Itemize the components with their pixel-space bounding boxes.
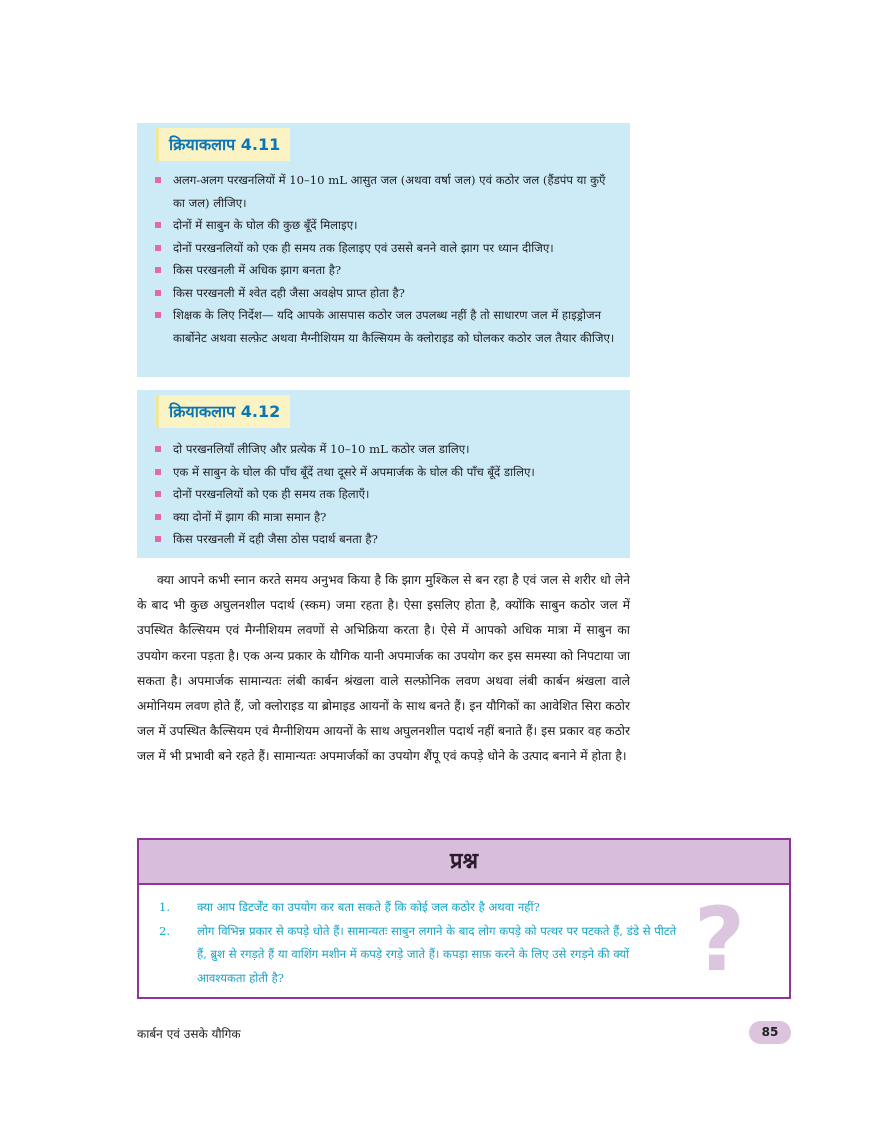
question-text: लोग विभिन्न प्रकार से कपड़े धोते हैं। सामान्यतः साबुन लगाने के बाद लोग कपड़े को पत्थर पर पटकते हैं, डंडे से पीटते हैं, ब्रुश से रगड़ते हैं या वाशिंग मशीन में कपड़े रगड़े जाते हैं। कपड़ा साफ़ करने के लिए उसे रगड़ने की क्यों आवश्यकता होती है? xyxy=(197,923,677,985)
question-number: 1. xyxy=(159,900,171,914)
activity-step xyxy=(155,259,616,282)
square-bullet-icon xyxy=(155,446,161,452)
square-bullet-icon xyxy=(155,222,161,228)
square-bullet-icon xyxy=(155,491,161,497)
square-bullet-icon xyxy=(155,245,161,251)
activity-step-text: दो परखनलियाँ लीजिए और प्रत्येक में 10–10 mL कठोर जल डालिए। xyxy=(173,442,470,456)
activity-step xyxy=(155,282,616,305)
activity-step xyxy=(155,528,616,551)
square-bullet-icon xyxy=(155,469,161,475)
question-mark-icon: ? xyxy=(693,888,745,991)
square-bullet-icon xyxy=(155,536,161,542)
square-bullet-icon xyxy=(155,290,161,296)
square-bullet-icon xyxy=(155,312,161,318)
activity-step-text: किस परखनली में दही जैसा ठोस पदार्थ बनता है? xyxy=(173,532,378,546)
activity-step xyxy=(155,169,616,214)
activity-step xyxy=(155,506,616,529)
activity-step xyxy=(155,438,616,461)
activity-step-text: अलग-अलग परखनलियों में 10–10 mL आसुत जल (अथवा वर्षा जल) एवं कठोर जल (हैंडपंप या कुएँ का जल) लीजिए। xyxy=(173,173,606,210)
question-text: क्या आप डिटर्जेंट का उपयोग कर बता सकते हैं कि कोई जल कठोर है अथवा नहीं? xyxy=(197,900,540,914)
question-list xyxy=(159,896,679,990)
activity-step-text: क्या दोनों में झाग की मात्रा समान है? xyxy=(173,509,327,524)
question-item xyxy=(159,920,679,991)
activity-steps xyxy=(155,169,616,349)
activity-step-text: दोनों परखनलियों को एक ही समय तक हिलाइए एवं उससे बनने वाले झाग पर ध्यान दीजिए। xyxy=(173,240,554,255)
activity-box-4-11 xyxy=(137,123,630,377)
activity-steps xyxy=(155,438,616,551)
activity-step-text: शिक्षक के लिए निर्देश— यदि आपके आसपास कठोर जल उपलब्ध नहीं है तो साधारण जल में हाइड्रोजन कार्बोनेट अथवा सल्फ़ेट अथवा मैग्नीशियम या कैल्सियम के क्लोराइड को घोलकर कठोर जल तैयार कीजिए। xyxy=(173,308,615,345)
activity-step xyxy=(155,461,616,484)
activity-step-text: किस परखनली में श्वेत दही जैसा अवक्षेप प्राप्त होता है? xyxy=(173,285,405,300)
activity-step xyxy=(155,483,616,506)
activity-title: क्रियाकलाप 4.11 xyxy=(156,128,290,161)
square-bullet-icon xyxy=(155,177,161,183)
page-number-badge: 85 xyxy=(749,1021,791,1044)
activity-step-text: एक में साबुन के घोल की पाँच बूँदें तथा दूसरे में अपमार्जक के घोल की पाँच बूँदें डालिए। xyxy=(173,464,535,479)
footer-chapter-title: कार्बन एवं उसके यौगिक xyxy=(137,1027,241,1041)
activity-step xyxy=(155,214,616,237)
square-bullet-icon xyxy=(155,267,161,273)
activity-step-text: दोनों में साबुन के घोल की कुछ बूँदें मिलाइए। xyxy=(173,218,358,232)
square-bullet-icon xyxy=(155,514,161,520)
questions-box xyxy=(137,838,791,999)
activity-step-text: किस परखनली में अधिक झाग बनता है? xyxy=(173,263,342,277)
body-paragraph: क्या आपने कभी स्नान करते समय अनुभव किया है कि झाग मुश्किल से बन रहा है एवं जल से शरीर धो लेने के बाद भी कुछ अघुलनशील पदार्थ (स्कम) जमा रहता है। ऐसा इसलिए होता है, क्योंकि साबुन कठोर जल में उपस्थित कैल्सियम एवं मैग्नीशियम लवणों से अभिक्रिया करता है। ऐसे में आपको अधिक मात्रा में साबुन का उपयोग करना पड़ता है। एक अन्य प्रकार के यौगिक यानी अपमार्जक का उपयोग कर इस समस्या को निपटाया जा सकता है। अपमार्जक सामान्यतः लंबी कार्बन श्रंखला वाले सल्फ़ोनिक लवण अथवा लंबी कार्बन श्रंखला वाले अमोनियम लवण होते हैं, जो क्लोराइड या ब्रोमाइड आयनों के साथ बनते हैं। इन यौगिकों का आवेशित सिरा कठोर जल में उपस्थित कैल्सियम एवं मैग्नीशियम आयनों के साथ अघुलनशील पदार्थ नहीं बनाते हैं। इस प्रकार वह कठोर जल में भी प्रभावी बने रहते हैं। सामान्यतः अपमार्जकों का उपयोग शैंपू एवं कपड़े धोने के उत्पाद बनाने में होता है। xyxy=(137,573,630,764)
activity-step-text: दोनों परखनलियों को एक ही समय तक हिलाएँ। xyxy=(173,487,370,501)
question-number: 2. xyxy=(159,923,171,938)
activity-step xyxy=(155,237,616,260)
question-item xyxy=(159,896,679,920)
questions-heading: प्रश्न xyxy=(139,840,789,885)
activity-box-4-12 xyxy=(137,390,630,558)
activity-title: क्रियाकलाप 4.12 xyxy=(156,395,290,428)
activity-step xyxy=(155,304,616,349)
